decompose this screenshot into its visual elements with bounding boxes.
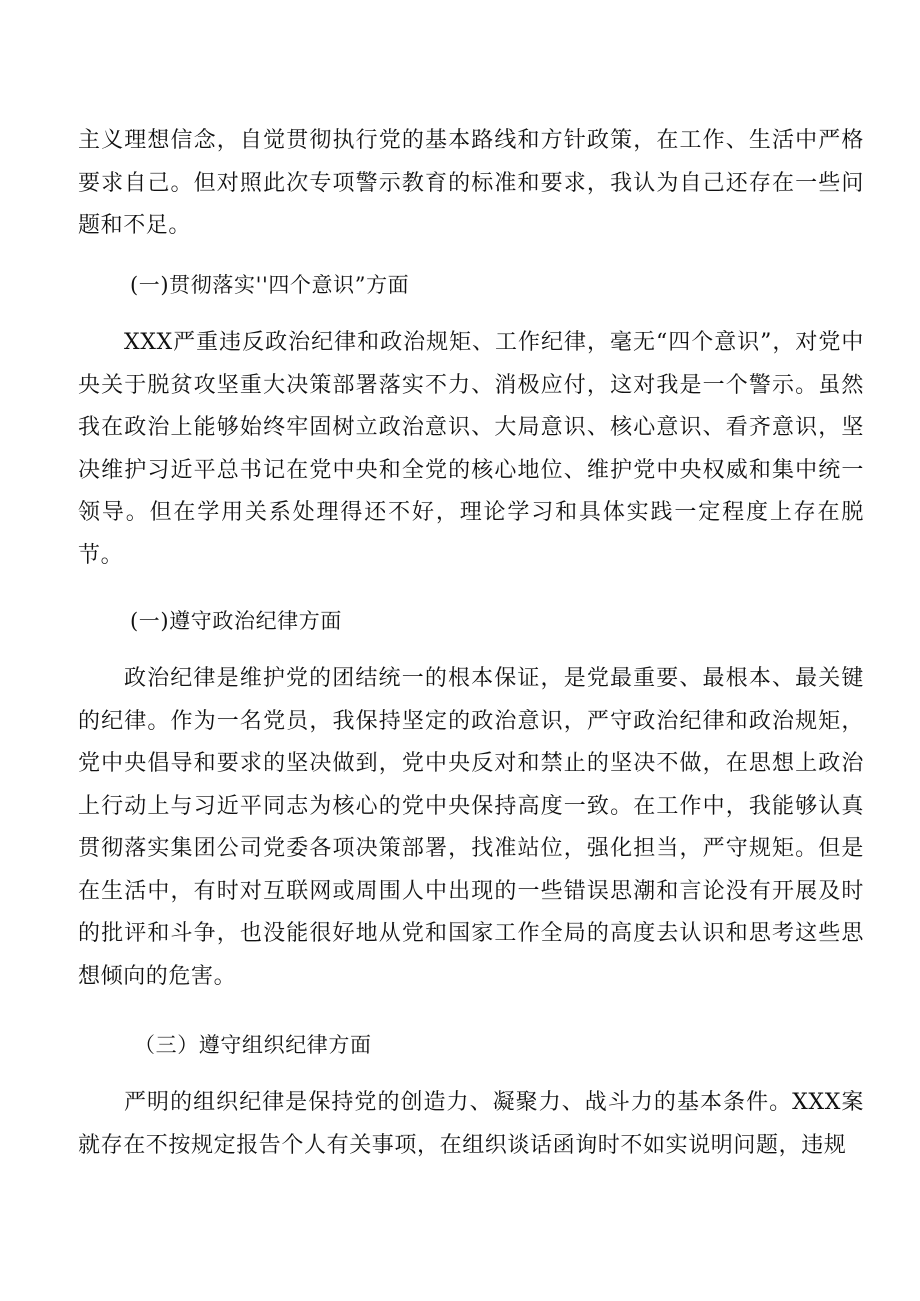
heading-organizational-discipline: （三）遵守组织纪律方面	[134, 1033, 372, 1057]
paragraph-political-discipline: 政治纪律是维护党的团结统一的根本保证，是党最重要、最根本、最关键的纪律。作为一名党员，我保持坚定的政治意识，严守政治纪律和政治规矩，党中央倡导和要求的坚决做到，党中央反对和禁止的坚决不做，在思想上政治上行动上与习近平同志为核心的党中央保持高度一致。在工作中，我能够认真贯彻落实集团公司党委各项决策部署，找准站位，强化担当，严守规矩。但是在生活中，有时对互联网或周围人中出现的一些错误思潮和言论没有开展及时的批评和斗争，也没能很好地从党和国家工作全局的高度去认识和思考这些思想倾向的危害。	[78, 666, 864, 989]
heading-political-discipline: (一)遵守政治纪律方面	[130, 609, 342, 633]
heading-four-consciousness: (一)贯彻落实''四个意识”方面	[130, 273, 410, 297]
paragraph-four-consciousness: XXX严重违反政治纪律和政治规矩、工作纪律，毫无“四个意识”，对党中央关于脱贫攻坚重大决策部署落实不力、消极应付，这对我是一个警示。虽然我在政治上能够始终牢固树立政治意识、大局意识、核心意识、看齐意识，坚决维护习近平总书记在党中央和全党的核心地位、维护党中央权威和集中统一领导。但在学用关系处理得还不好，理论学习和具体实践一定程度上存在脱节。	[78, 330, 864, 568]
paragraph-organizational-discipline: 严明的组织纪律是保持党的创造力、凝聚力、战斗力的基本条件。XXX案就存在不按规定报告个人有关事项，在组织谈话函询时不如实说明问题，违规	[78, 1090, 864, 1158]
paragraph-ideals-intro: 主义理想信念，自觉贯彻执行党的基本路线和方针政策，在工作、生活中严格要求自己。但对照此次专项警示教育的标准和要求，我认为自己还存在一些问题和不足。	[78, 128, 864, 238]
